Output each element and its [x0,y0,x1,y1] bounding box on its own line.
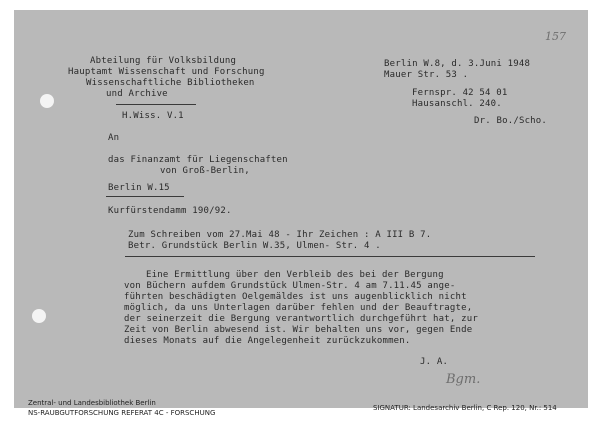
recipient-city: Berlin W.15 [108,183,170,193]
body-line-7: dieses Monats auf die Angelegenheit zurückzukommen. [124,336,411,346]
body-line-1: Eine Ermittlung über den Verbleib des bei der Bergung [146,270,444,280]
subject-line-1: Zum Schreiben vom 27.Mai 48 - Ihr Zeichen : A III B 7. [128,230,432,240]
sender-line-1: Abteilung für Volksbildung [90,56,237,66]
body-line-5: der seinerzeit die Bergung verantwortlich durchgeführt hat, zur [124,314,478,324]
subject-underline [125,256,535,257]
punch-hole-top [40,94,54,108]
sender-department-code: H.Wiss. V.1 [122,111,184,121]
recipient-street: Kurfürstendamm 190/92. [108,206,232,216]
phone-number: Fernspr. 42 54 01 [412,88,508,98]
body-line-4: möglich, da uns Unterlagen darüber fehlen und der Beauftragte, [124,303,473,313]
footer-institution-1: Zentral- und Landesbibliothek Berlin [28,399,156,407]
sender-line-2: Hauptamt Wissenschaft und Forschung [68,67,265,77]
page-number-pencil: 157 [545,30,566,43]
recipient-line-2: von Groß-Berlin, [160,166,250,176]
closing: J. A. [420,357,449,367]
reference-initials: Dr. Bo./Scho. [474,116,548,126]
body-line-3: führten beschädigten Oelgemäldes ist uns augenblicklich nicht [124,292,467,302]
sender-line-4: und Archive [106,89,168,99]
recipient-an: An [108,133,120,143]
footer-signatur: SIGNATUR: Landesarchiv Berlin, C Rep. 120, Nr.: 514 [373,404,557,412]
footer-institution-2: NS-RAUBGUTFORSCHUNG REFERAT 4C - FORSCHUNG [28,409,216,417]
place-date: Berlin W.8, d. 3.Juni 1948 [384,59,531,69]
phone-extension: Hausanschl. 240. [412,99,502,109]
recipient-line-1: das Finanzamt für Liegenschaften [108,155,288,165]
body-line-2: von Büchern aufdem Grundstück Ulmen-Str. 4 am 7.11.45 ange- [124,281,456,291]
sender-line-3: Wissenschaftliche Bibliotheken [86,78,255,88]
subject-line-2: Betr. Grundstück Berlin W.35, Ulmen- Str. 4 . [128,241,381,251]
recipient-divider [106,196,184,197]
street-address: Mauer Str. 53 . [384,70,469,80]
punch-hole-bottom [32,309,46,323]
handwritten-signature: Bgm. [446,372,481,387]
body-line-6: Zeit von Berlin abwesend ist. Wir behalten uns vor, gegen Ende [124,325,473,335]
sender-divider [116,104,196,105]
